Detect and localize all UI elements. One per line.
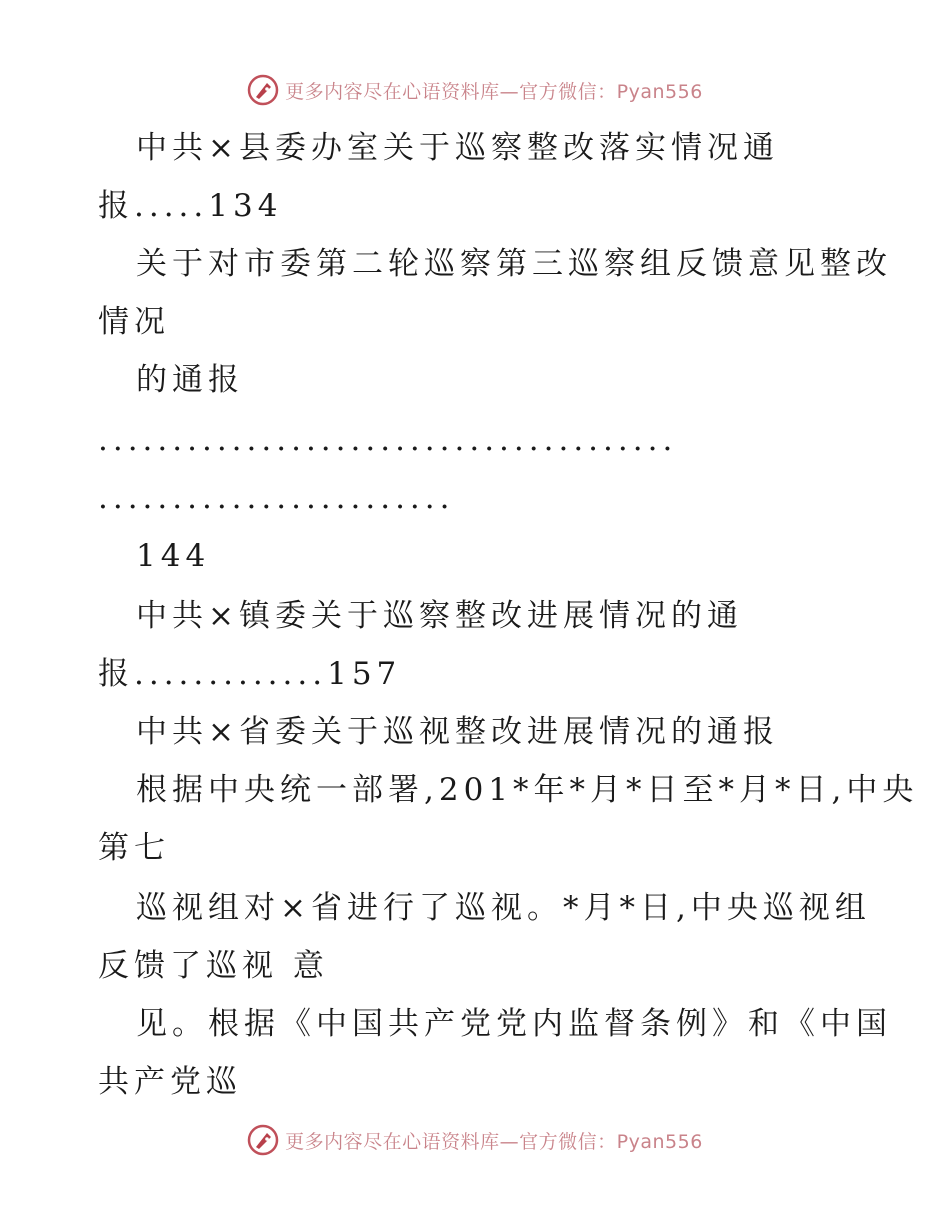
header-banner xyxy=(0,70,950,110)
body-line-6: 共产党巡 xyxy=(98,1064,242,1100)
toc-dot-leader-1: ....................................... xyxy=(98,422,678,458)
toc-line-2: 报.....134 xyxy=(98,188,283,224)
toc-line-7: 报.............157 xyxy=(98,656,402,692)
footer-banner xyxy=(0,1120,950,1160)
body-line-3: 巡视组对×省进行了巡视。*月*日,中央巡视组 xyxy=(136,890,871,926)
body-line-1: 根据中央统一部署,201*年*月*日至*月*日,中央 xyxy=(136,772,919,808)
toc-page-number: 144 xyxy=(136,538,211,574)
body-line-5: 见。根据《中国共产党党内监督条例》和《中国 xyxy=(136,1006,892,1042)
toc-line-1: 中共×县委办室关于巡察整改落实情况通 xyxy=(136,130,779,166)
toc-line-5: 的通报 xyxy=(136,362,244,398)
toc-line-4: 情况 xyxy=(98,304,170,340)
pen-nib-logo-icon xyxy=(247,74,279,106)
body-line-4: 反馈了巡视 意 xyxy=(98,948,329,984)
toc-line-6: 中共×镇委关于巡察整改进展情况的通 xyxy=(136,598,743,634)
toc-line-3: 关于对市委第二轮巡察第三巡察组反馈意见整改 xyxy=(136,246,892,282)
toc-dot-leader-2: ........................ xyxy=(98,480,455,516)
footer-banner-text: 更多内容尽在心语资料库—官方微信：Pyan556 xyxy=(285,1130,703,1153)
pen-nib-logo-icon xyxy=(247,1124,279,1156)
doc-title: 中共×省委关于巡视整改进展情况的通报 xyxy=(136,714,779,750)
header-banner-text: 更多内容尽在心语资料库—官方微信：Pyan556 xyxy=(285,80,703,103)
body-line-2: 第七 xyxy=(98,830,170,866)
